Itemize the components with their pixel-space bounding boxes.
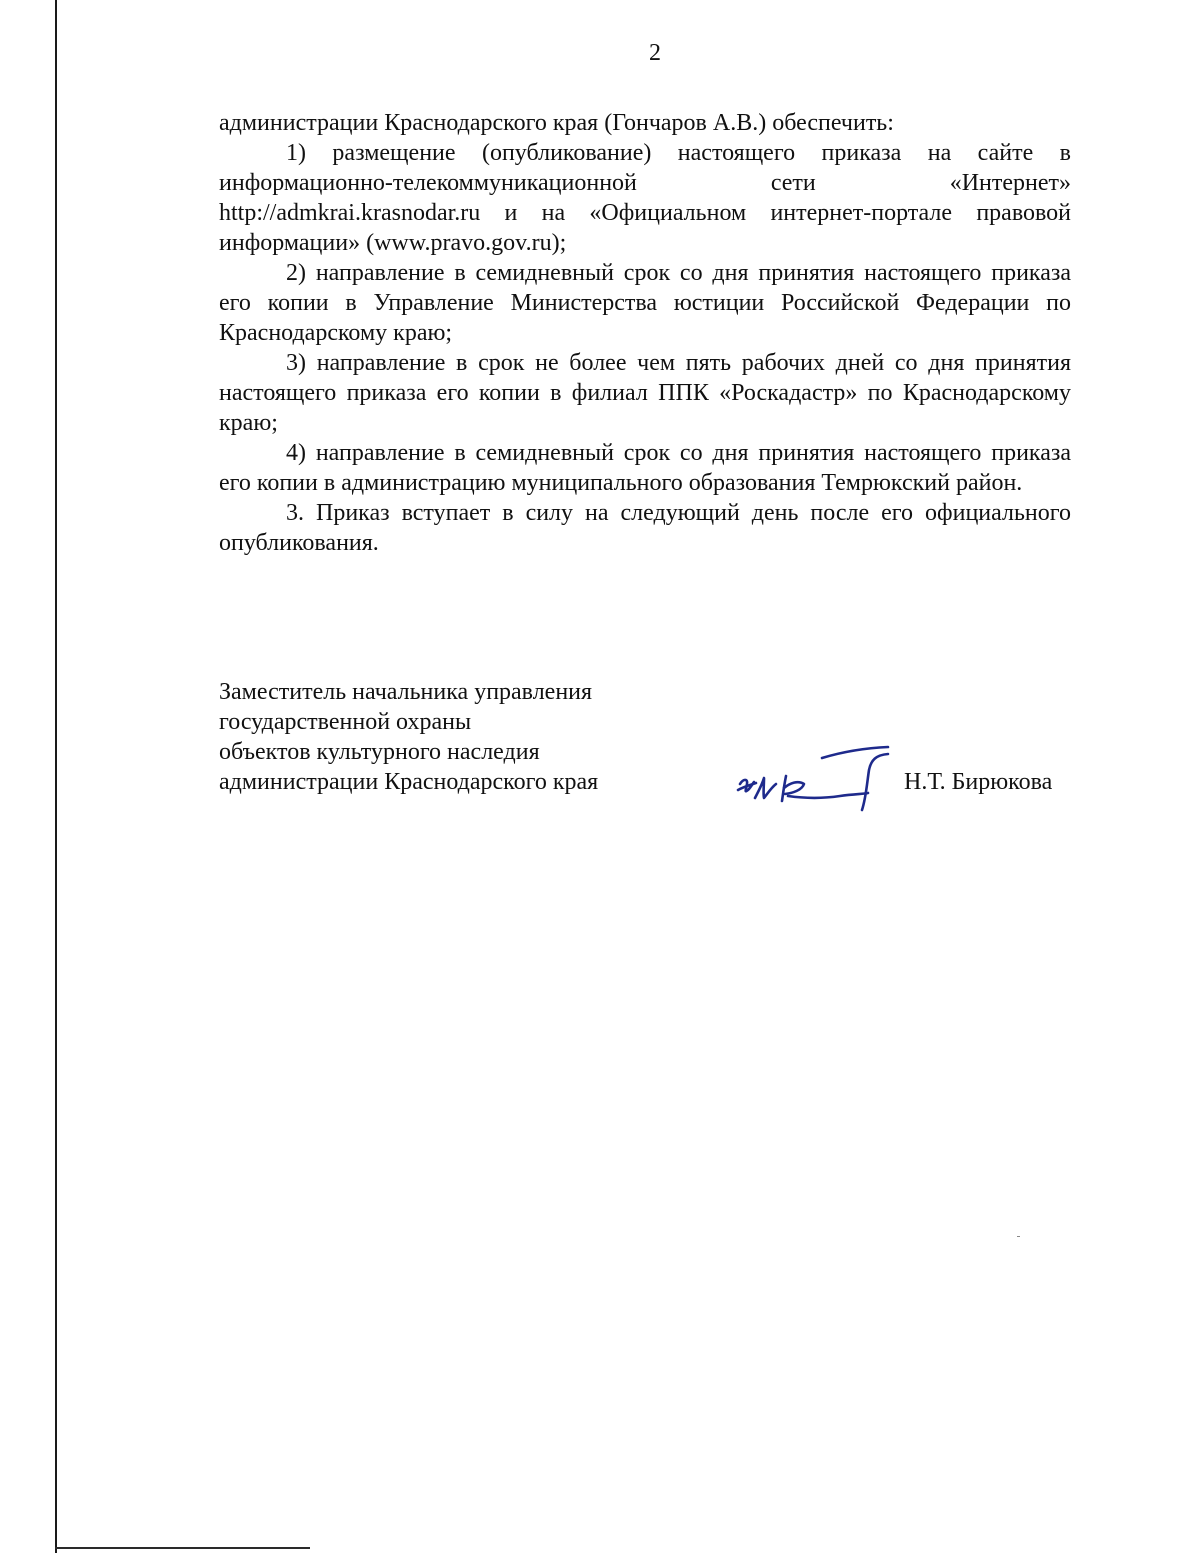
page-number: 2 [649,40,661,66]
scan-speck [1017,1236,1020,1237]
signer-position-line: государственной охраны [219,709,472,735]
paragraph: 1) размещение (опубликование) настоящего приказа на сайте в информационно-телекоммуникационной сети «Интернет» http://admkrai.krasnodar.ru и на «Официальном интернет-портале правовой информации» (www.pravo.gov.ru); [219,140,1071,256]
handwritten-signature-icon [730,738,900,818]
document-body [219,108,1071,558]
signer-position-line: администрации Краснодарского края [219,769,599,795]
paragraph: 2) направление в семидневный срок со дня принятия настоящего приказа его копии в Управление Министерства юстиции Российской Федерации по Краснодарскому краю; [219,260,1071,346]
scan-edge-left [55,0,57,1553]
signer-position-line: объектов культурного наследия [219,739,540,765]
signer-position-line: Заместитель начальника управления [219,679,593,705]
signer-position [219,677,659,797]
paragraph: 3) направление в срок не более чем пять рабочих дней со дня принятия настоящего приказа его копии в филиал ППК «Роскадастр» по Краснодарскому краю; [219,350,1071,436]
paragraph: 3. Приказ вступает в силу на следующий день после его официального опубликования. [219,500,1071,556]
signer-name: Н.Т. Бирюкова [904,769,1053,795]
paragraph: 4) направление в семидневный срок со дня принятия настоящего приказа его копии в администрацию муниципального образования Темрюкский район. [219,440,1071,496]
paragraph: администрации Краснодарского края (Гончаров А.В.) обеспечить: [219,110,894,136]
scan-edge-bottom [55,1547,310,1549]
